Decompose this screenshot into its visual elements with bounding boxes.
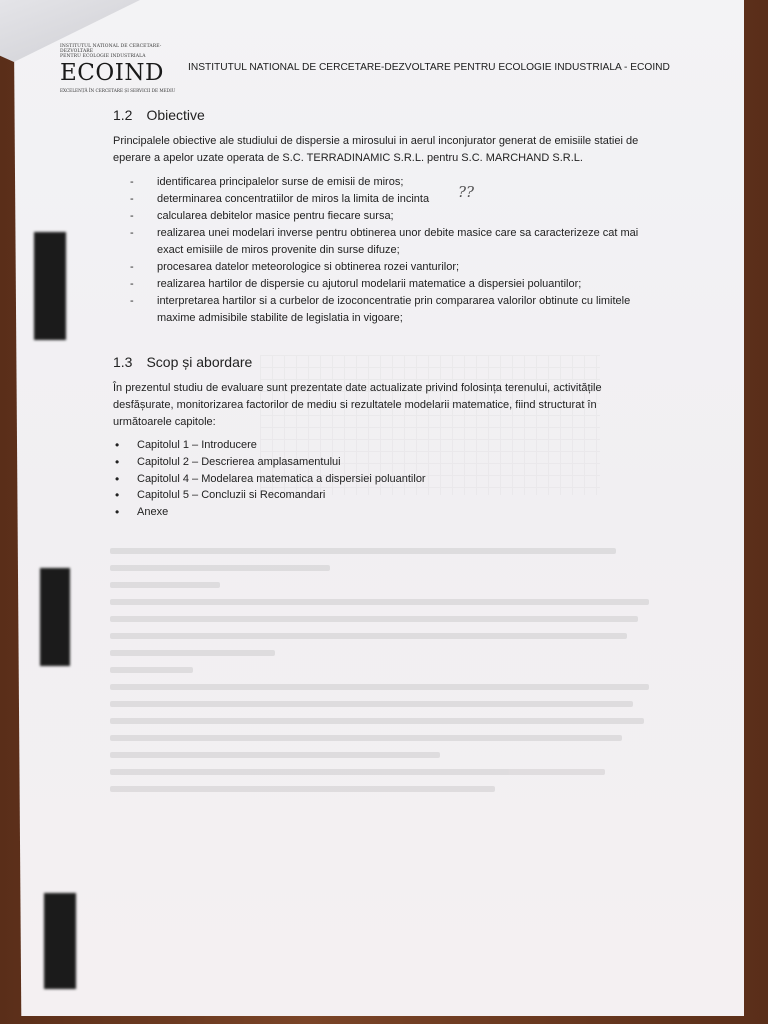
bleed-through-text — [110, 548, 660, 868]
list-item: • Capitolul 1 – Introducere — [113, 437, 563, 454]
redaction-mark — [44, 893, 76, 989]
list-item: - calcularea debitelor masice pentru fiecare sursa; — [130, 208, 650, 225]
list-item: - determinarea concentratiilor de miros la limita de incinta — [130, 191, 650, 208]
objectives-intro: Principalele obiective ale studiului de dispersie a mirosului in aerul inconjurator generat de emisiile statiei de eperare a apelor uzate operata de S.C. TERRADINAMIC S.R.L. pentru S.C. MARCHAND S.R.L. — [113, 135, 639, 164]
list-item: • Anexe — [113, 504, 563, 521]
redaction-mark — [34, 232, 66, 340]
section-title: Scop și abordare — [146, 354, 253, 370]
handwritten-question-mark: ?? — [458, 183, 475, 201]
header-title: INSTITUTUL NATIONAL DE CERCETARE-DEZVOLTARE PENTRU ECOLOGIE INDUSTRIALA - ECOIND — [188, 62, 670, 73]
list-item: - procesarea datelor meteorologice si obtinerea rozei vanturilor; — [130, 259, 650, 276]
list-item: • Capitolul 5 – Concluzii si Recomandari — [113, 487, 563, 504]
list-item: - identificarea principalelor surse de emisii de miros; — [130, 174, 650, 191]
section-objectives-heading — [113, 107, 205, 123]
list-item: - interpretarea hartilor si a curbelor de izoconcentratie prin compararea valorilor obtinute cu limitele maxime admisibile stabilite de legislatia in vigoare; — [130, 293, 650, 327]
section-number: 1.3 — [113, 354, 133, 370]
list-item: • Capitolul 4 – Modelarea matematica a dispersiei poluantilor — [113, 471, 563, 488]
logo-tagline: EXCELENȚĂ ÎN CERCETARE ȘI SERVICII DE MEDIU — [60, 88, 176, 93]
scope-intro: În prezentul studiu de evaluare sunt prezentate date actualizate privind folosința terenului, activitățile desfășurate, monitorizarea factorilor de mediu si rezultatele modelarii matematice, fiind structurat în următoarele capitole: — [113, 382, 602, 428]
chapters-list — [113, 437, 563, 521]
redaction-mark — [40, 568, 70, 666]
section-number: 1.2 — [113, 107, 133, 123]
list-item: - realizarea unei modelari inverse pentru obtinerea unor debite masice care sa caracterizeze cat mai exact emisiile de miros provenite din surse difuze; — [130, 225, 650, 259]
section-title: Obiective — [146, 107, 205, 123]
ecoind-logo — [60, 44, 185, 93]
section-scope-heading — [113, 354, 252, 370]
objectives-list — [130, 174, 650, 327]
logo-wordmark: ECOIND — [60, 60, 164, 86]
list-item: • Capitolul 2 – Descrierea amplasamentului — [113, 454, 563, 471]
list-item: - realizarea hartilor de dispersie cu ajutorul modelarii matematice a dispersiei poluantilor; — [130, 276, 650, 293]
logo-institute-name: INSTITUTUL NATIONAL DE CERCETARE-DEZVOLTARE PENTRU ECOLOGIE INDUSTRIALA — [60, 44, 162, 59]
